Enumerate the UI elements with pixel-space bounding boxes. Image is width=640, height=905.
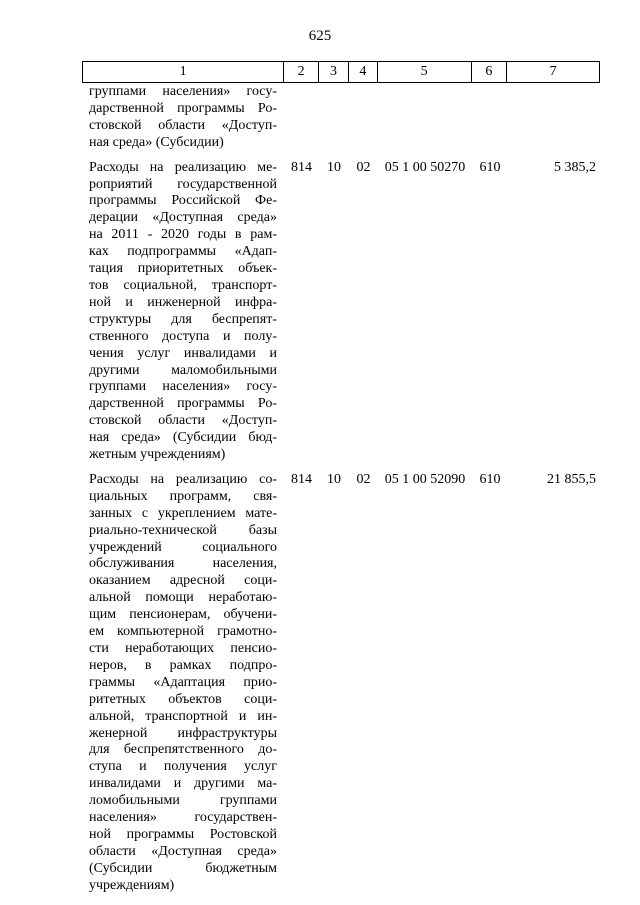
header-col-3: 3: [319, 62, 349, 82]
row-description: [82, 472, 284, 895]
description-line: дерации «Доступная среда»: [89, 210, 277, 226]
cell-col-7: 5 385,2: [554, 159, 596, 175]
cell-col-6: 610: [479, 471, 501, 487]
row-description: [82, 84, 284, 152]
description-line: ступа и получения услуг: [89, 759, 277, 775]
table-row: [82, 84, 600, 152]
description-line: населения» государствен-: [89, 810, 277, 826]
table-body: [82, 84, 600, 895]
description-line: группами населения» госу-: [89, 84, 277, 99]
cell-col-4: [349, 84, 378, 152]
description-line: неров, в рамках подпро-: [89, 657, 277, 673]
page-number: 625: [308, 28, 332, 44]
description-line: стовской области «Доступ-: [89, 413, 277, 429]
description-line: ритетных объектов соци-: [89, 691, 277, 707]
description-line: роприятий государственной: [89, 176, 277, 192]
cell-col-6: [472, 84, 508, 152]
description-line: для беспрепятственного до-: [89, 742, 277, 758]
cell-col-2: [284, 84, 319, 152]
description-line: (Субсидии бюджетным: [89, 860, 277, 876]
description-line: ственного доступа и полу-: [89, 328, 277, 344]
description-line: другими маломобильными: [89, 362, 277, 378]
header-col-2: 2: [284, 62, 319, 82]
table-header: [82, 61, 600, 83]
header-col-6: 6: [472, 62, 508, 82]
description-line: циальных программ, свя-: [89, 488, 277, 504]
description-line: тов социальной, транспорт-: [89, 277, 277, 293]
cell-col-5: 05 1 00 50270: [384, 159, 466, 175]
header-col-4: 4: [349, 62, 378, 82]
header-col-1: 1: [83, 62, 284, 82]
description-line: ная среда» (Субсидии): [89, 134, 224, 150]
cell-col-2: 814: [291, 159, 312, 175]
table-row: [82, 160, 600, 464]
description-line: Расходы на реализацию ме-: [89, 159, 277, 175]
description-line: альной, транспортной и ин-: [89, 708, 277, 724]
description-line: альной помощи неработаю-: [89, 590, 277, 606]
cell-col-4: 02: [356, 471, 371, 487]
description-line: учреждений социального: [89, 539, 277, 555]
description-line: граммы «Адаптация прио-: [89, 674, 277, 690]
row-description: [82, 160, 284, 464]
cell-col-7: [508, 84, 600, 152]
cell-col-3: 10: [327, 159, 341, 175]
table-row: [82, 472, 600, 895]
description-line: сти неработающих пенсио-: [89, 641, 277, 656]
cell-col-2: 814: [291, 471, 312, 487]
cell-col-7: 21 855,5: [547, 471, 596, 487]
header-col-5: 5: [378, 62, 472, 82]
description-line: женерной инфраструктуры: [89, 725, 277, 741]
description-line: дарственной программы Ро-: [89, 100, 277, 116]
description-line: области «Доступная среда»: [89, 843, 277, 859]
cell-col-3: 10: [327, 471, 341, 487]
description-line: занных с укреплением мате-: [89, 505, 277, 521]
description-line: Расходы на реализацию со-: [89, 471, 277, 487]
cell-col-3: [319, 84, 349, 152]
cell-col-5: 05 1 00 52090: [384, 471, 466, 487]
description-line: ем компьютерной грамотно-: [89, 624, 277, 640]
cell-col-6: 610: [479, 159, 501, 175]
description-line: ной и инженерной инфра-: [89, 294, 277, 310]
description-line: обслуживания населения,: [89, 556, 277, 572]
description-line: ная среда» (Субсидии бюд-: [89, 430, 277, 446]
description-line: жетным учреждениям): [89, 447, 226, 463]
description-line: щим пенсионерам, обучени-: [89, 607, 277, 623]
header-col-7: 7: [549, 64, 557, 79]
description-line: структуры для беспрепят-: [89, 311, 277, 327]
description-line: ной программы Ростовской: [89, 826, 277, 842]
cell-col-5: [378, 84, 472, 152]
description-line: инвалидами и другими ма-: [89, 776, 277, 792]
description-line: оказанием адресной соци-: [89, 573, 277, 589]
description-line: на 2011 - 2020 годы в рам-: [89, 227, 277, 243]
description-line: дарственной программы Ро-: [89, 396, 277, 412]
description-line: ках подпрограммы «Адап-: [89, 244, 277, 260]
description-line: стовской области «Доступ-: [89, 117, 277, 133]
description-line: тация приоритетных объек-: [89, 261, 277, 277]
description-line: группами населения» госу-: [89, 379, 277, 395]
description-line: чения услуг инвалидами и: [89, 345, 277, 361]
cell-col-4: 02: [356, 159, 371, 175]
description-line: программы Российской Фе-: [89, 193, 277, 209]
description-line: учреждениям): [89, 877, 175, 893]
description-line: ломобильными группами: [89, 793, 277, 809]
description-line: риально-технической базы: [89, 522, 277, 538]
